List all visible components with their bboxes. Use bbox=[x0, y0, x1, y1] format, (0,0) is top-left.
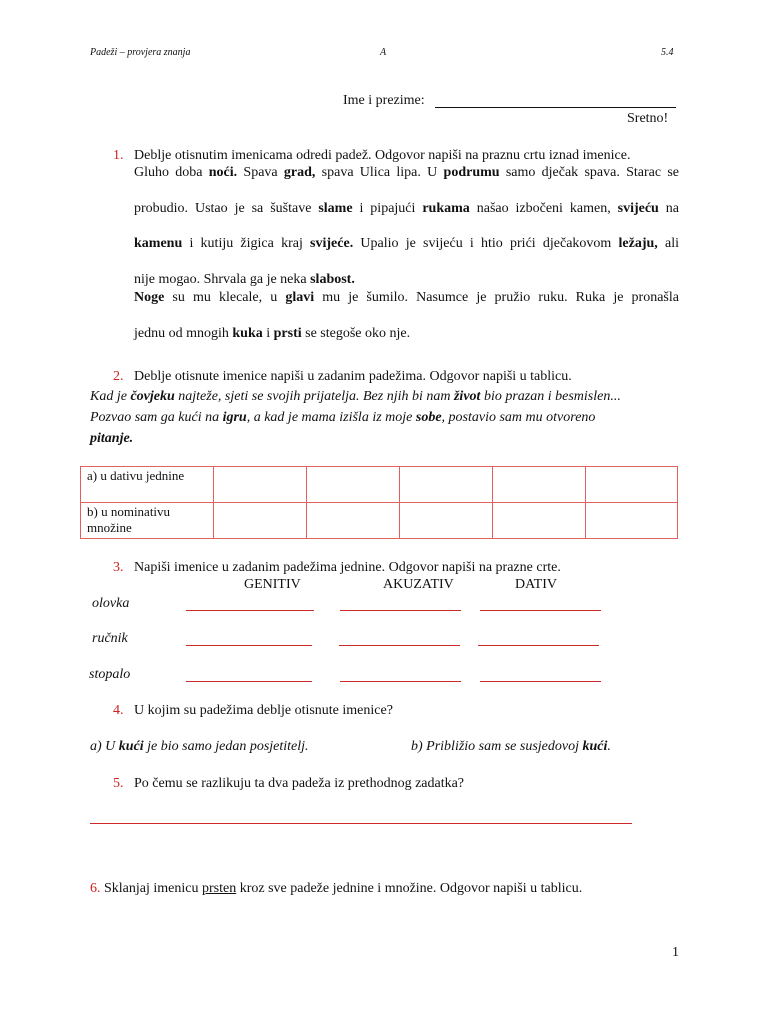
header-right: 5.4 bbox=[661, 47, 674, 58]
q2-text-line-1: Kad je čovjeku najteže, sjeti se svojih prijatelja. Bez njih bi nam život bio prazan i besmislen... bbox=[90, 389, 621, 404]
q1-text-line-1: Gluho doba noći. Spava grad, spava Ulica lipa. U podrumu samo dječak spava. Starac se bbox=[134, 165, 679, 180]
row-label-nominative: b) u nominativu množine bbox=[81, 503, 214, 539]
answer-line[interactable] bbox=[339, 645, 460, 646]
q3-instruction: Napiši imenice u zadanim padežima jednine. Odgovor napiši na prazne crte. bbox=[134, 560, 561, 575]
answer-cell[interactable] bbox=[493, 503, 586, 539]
q4-number: 4. bbox=[113, 703, 124, 718]
answer-line[interactable] bbox=[478, 645, 599, 646]
q2-instruction: Deblje otisnute imenice napiši u zadanim padežima. Odgovor napiši u tablicu. bbox=[134, 369, 572, 384]
answer-line[interactable] bbox=[340, 610, 461, 611]
answer-line[interactable] bbox=[186, 645, 312, 646]
q2-answer-table bbox=[80, 466, 678, 539]
q1-text-line-3: kamenu i kutiju žigica kraj svijeće. Upalio je svijeću i htio prići dječakovom ležaju, ali bbox=[134, 236, 680, 251]
name-field-line[interactable] bbox=[435, 107, 676, 108]
table-row bbox=[81, 467, 678, 503]
column-genitiv: GENITIV bbox=[244, 577, 301, 592]
answer-cell[interactable] bbox=[307, 467, 400, 503]
answer-cell[interactable] bbox=[586, 503, 678, 539]
q4-instruction: U kojim su padežima deblje otisnute imenice? bbox=[134, 703, 393, 718]
q5-number: 5. bbox=[113, 776, 124, 791]
greeting: Sretno! bbox=[627, 111, 669, 126]
answer-line[interactable] bbox=[480, 681, 601, 682]
word-olovka: olovka bbox=[92, 596, 130, 611]
q1-text-line-4: nije mogao. Shrvala ga je neka slabost. bbox=[134, 272, 355, 287]
answer-cell[interactable] bbox=[307, 503, 400, 539]
q1-instruction: Deblje otisnutim imenicama odredi padež. Odgovor napiši na praznu crtu iznad imenice. bbox=[134, 148, 631, 163]
answer-line[interactable] bbox=[186, 681, 312, 682]
q1-text-line-2: probudio. Ustao je sa šuštave slame i pipajući rukama našao izbočeni kamen, svijeću na bbox=[134, 201, 679, 216]
q5-answer-line[interactable] bbox=[90, 823, 632, 824]
q3-number: 3. bbox=[113, 560, 124, 575]
word-stopalo: stopalo bbox=[89, 667, 131, 682]
header-center: A bbox=[380, 47, 387, 58]
word-rucnik: ručnik bbox=[92, 631, 128, 646]
answer-line[interactable] bbox=[186, 610, 314, 611]
answer-cell[interactable] bbox=[586, 467, 678, 503]
answer-line[interactable] bbox=[340, 681, 461, 682]
q4-sentence-a: a) U kući je bio samo jedan posjetitelj. bbox=[90, 739, 309, 754]
q6-text: 6. Sklanjaj imenicu prsten kroz sve padeže jednine i množine. Odgovor napiši u tablicu. bbox=[90, 881, 583, 896]
row-label-dative: a) u dativu jednine bbox=[81, 467, 214, 503]
answer-cell[interactable] bbox=[214, 467, 307, 503]
q2-number: 2. bbox=[113, 369, 124, 384]
answer-cell[interactable] bbox=[214, 503, 307, 539]
page-number: 1 bbox=[672, 945, 679, 960]
answer-cell[interactable] bbox=[400, 467, 493, 503]
q1-text-line-5: Noge su mu klecale, u glavi mu je šumilo. Nasumce je pružio ruku. Ruka je pronašla bbox=[134, 290, 679, 305]
column-dativ: DATIV bbox=[515, 577, 557, 592]
q1-number: 1. bbox=[113, 148, 124, 163]
q2-text-line-3: pitanje. bbox=[90, 431, 134, 446]
answer-line[interactable] bbox=[480, 610, 601, 611]
header-left: Padeži – provjera znanja bbox=[90, 47, 191, 58]
answer-cell[interactable] bbox=[400, 503, 493, 539]
q5-instruction: Po čemu se razlikuju ta dva padeža iz prethodnog zadatka? bbox=[134, 776, 465, 791]
q2-text-line-2: Pozvao sam ga kući na igru, a kad je mama izišla iz moje sobe, postavio sam mu otvoreno bbox=[90, 410, 596, 425]
q4-sentence-b: b) Približio sam se susjedovoj kući. bbox=[411, 739, 611, 754]
name-label: Ime i prezime: bbox=[343, 93, 425, 108]
q6-number: 6. bbox=[90, 881, 101, 896]
table-row bbox=[81, 503, 678, 539]
column-akuzativ: AKUZATIV bbox=[383, 577, 454, 592]
answer-cell[interactable] bbox=[493, 467, 586, 503]
q1-text-line-6: jednu od mnogih kuka i prsti se stegoše oko nje. bbox=[134, 326, 411, 341]
